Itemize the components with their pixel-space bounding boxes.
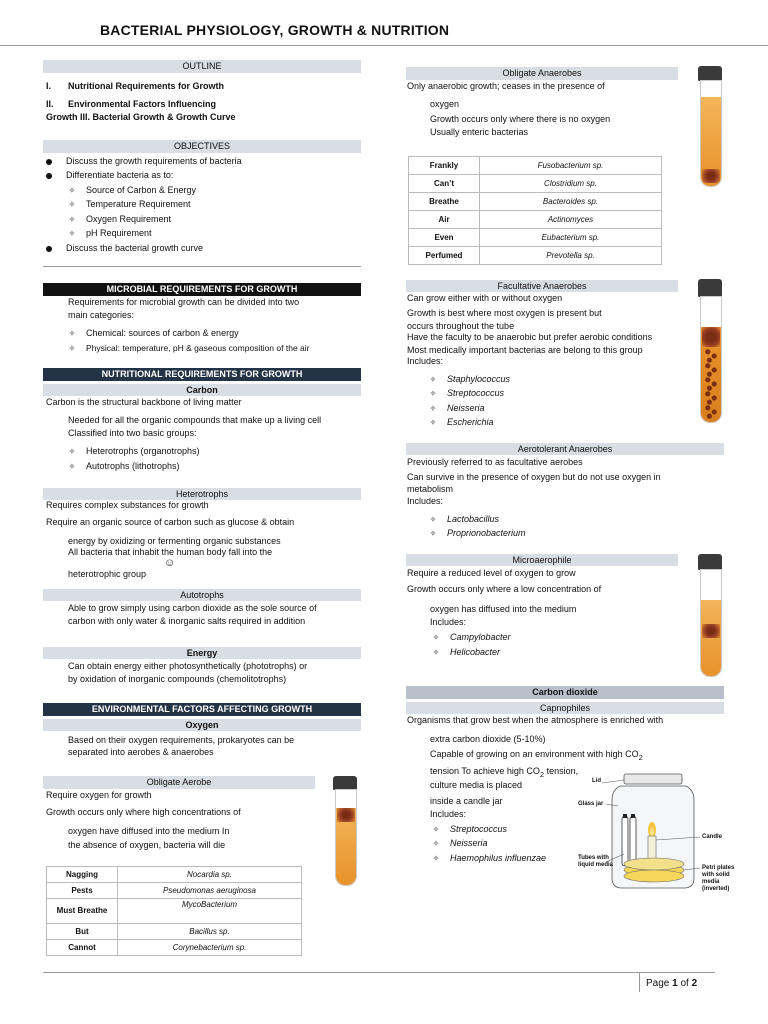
organism-cell: Actinomyces <box>480 211 662 229</box>
microaerophile-item-2-text: Helicobacter <box>450 647 501 657</box>
mnemonic-cell: Frankly <box>409 157 480 175</box>
capnophiles-line-3 <box>430 749 643 762</box>
obligate-anaerobes-line-1: Only anaerobic growth; ceases in the presence of <box>407 81 605 91</box>
diamond-bullet-icon: ✧ <box>68 229 76 238</box>
microaerophile-line-3: oxygen has diffused into the medium <box>430 604 577 614</box>
diamond-bullet-icon: ✧ <box>429 404 437 413</box>
aerotolerant-item-2-text: Proprionobacterium <box>447 528 526 538</box>
facultative-item-1-text: Staphylococcus <box>447 374 511 384</box>
diamond-bullet-icon: ✧ <box>432 633 440 642</box>
diamond-bullet-icon: ✧ <box>68 329 76 338</box>
subscript-2: 2 <box>539 769 545 779</box>
heterotrophs-header: Heterotrophs <box>43 488 361 500</box>
objective-sub-4-text: pH Requirement <box>86 228 152 238</box>
objective-3-text: Discuss the bacterial growth curve <box>66 243 204 253</box>
facultative-item-1 <box>427 374 510 385</box>
bullet-icon <box>46 173 52 179</box>
diamond-bullet-icon: ✧ <box>429 418 437 427</box>
autotrophs-header: Autotrophs <box>43 589 361 601</box>
microbial-physical-text: Physical: temperature, pH & gaseous composition of the air <box>86 343 310 353</box>
capnophiles-item-1 <box>430 824 507 835</box>
tube-cap <box>698 554 722 570</box>
diamond-bullet-icon: ✧ <box>68 462 76 471</box>
carbon-group-1 <box>66 446 200 457</box>
table-row <box>409 211 662 229</box>
obligate-aerobe-tube-image <box>320 772 368 890</box>
tube-cap-1 <box>623 814 627 818</box>
mnemonic-cell: Air <box>409 211 480 229</box>
nutritional-requirements-header: NUTRITIONAL REQUIREMENTS FOR GROWTH <box>43 368 361 381</box>
table-row <box>47 867 302 883</box>
culture-medium <box>701 600 721 676</box>
smiley-icon: ☺ <box>164 557 176 569</box>
facultative-item-3 <box>427 403 485 414</box>
oxygen-header: Oxygen <box>43 719 361 731</box>
facultative-item-3-text: Neisseria <box>447 403 485 413</box>
tube-cap <box>333 776 357 790</box>
heterotrophs-line-5: heterotrophic group <box>68 569 147 579</box>
organism-cell: Corynebacterium sp. <box>118 940 302 956</box>
organism-cell: Pseudomonas aeruginosa <box>118 883 302 899</box>
microaerophile-line-2: Growth occurs only where a low concentration of <box>407 584 602 594</box>
diamond-bullet-icon: ✧ <box>429 375 437 384</box>
mnemonic-cell: But <box>47 924 118 940</box>
organism-cell: Bacteroides sp. <box>480 193 662 211</box>
outline-item-1-number: I. <box>46 81 52 91</box>
scattered-colonies <box>703 349 719 419</box>
page-total: 2 <box>691 978 698 989</box>
capnophiles-line-2: extra carbon dioxide (5-10%) <box>430 734 546 744</box>
objective-1 <box>46 156 242 167</box>
microaerophile-item-1-text: Campylobacter <box>450 632 511 642</box>
carbon-group-1-text: Heterotrophs (organotrophs) <box>86 446 200 456</box>
oxygen-line-1: Based on their oxygen requirements, prokaryotes can be <box>68 735 295 745</box>
facultative-line-4: Have the faculty to be anaerobic but prefer aerobic conditions <box>407 332 653 342</box>
heterotrophs-line-1: Requires complex substances for growth <box>46 500 209 510</box>
energy-header: Energy <box>43 647 361 659</box>
microaerophile-header: Microaerophile <box>406 554 678 566</box>
aerotolerant-line-1: Previously referred to as facultative aerobes <box>407 457 583 467</box>
liquid-tube-1 <box>622 816 628 866</box>
outline-header: OUTLINE <box>43 60 361 73</box>
aerotolerant-includes: Includes: <box>407 496 444 506</box>
lid-label: Lid <box>592 778 601 784</box>
page-number: 1 <box>672 978 678 989</box>
capnophiles-line-1: Organisms that grow best when the atmosphere is enriched with <box>407 715 664 725</box>
diamond-bullet-icon: ✧ <box>429 389 437 398</box>
outline-item-3: Growth III. Bacterial Growth & Growth Curve <box>46 112 236 122</box>
mnemonic-cell: Breathe <box>409 193 480 211</box>
microaerophile-line-1: Require a reduced level of oxygen to grow <box>407 568 576 578</box>
capnophiles-line-4-text: tension To achieve high CO <box>430 766 540 776</box>
objective-sub-2-text: Temperature Requirement <box>86 199 191 209</box>
candle-body <box>648 836 656 860</box>
mnemonic-cell: Even <box>409 229 480 247</box>
carbon-group-2-text: Autotrophs (lithotrophs) <box>86 461 180 471</box>
obligate-aerobe-header: Obligate Aerobe <box>43 776 315 789</box>
table-row <box>409 247 662 265</box>
outline-item-2: Environmental Factors Influencing <box>68 99 217 109</box>
carbon-line-2: Needed for all the organic compounds that make up a living cell <box>68 415 322 425</box>
diamond-bullet-icon: ✧ <box>432 825 440 834</box>
microbial-chemical <box>66 328 239 339</box>
diamond-bullet-icon: ✧ <box>432 854 440 863</box>
colony-growth <box>702 327 720 347</box>
objectives-header: OBJECTIVES <box>43 140 361 153</box>
obligate-anaerobes-line-3: Growth occurs only where there is no oxygen <box>430 114 611 124</box>
colony-growth <box>337 808 355 822</box>
bullet-icon <box>46 159 52 165</box>
microaerophile-item-1 <box>430 632 511 643</box>
microaerophile-item-2 <box>430 647 500 658</box>
petri-plate-2 <box>624 858 684 870</box>
jar-lid-shape <box>624 774 682 784</box>
heterotrophs-line-3: energy by oxidizing or fermenting organic substances <box>68 536 281 546</box>
footer-separator <box>639 972 640 992</box>
mnemonic-cell: Cannot <box>47 940 118 956</box>
microbial-line-2: main categories: <box>68 310 135 320</box>
test-tube <box>700 296 722 423</box>
table-row <box>47 899 302 924</box>
microaerophile-tube-image <box>686 550 734 680</box>
carbon-dioxide-header: Carbon dioxide <box>406 686 724 699</box>
obligate-aerobe-line-1: Require oxygen for growth <box>46 790 152 800</box>
bullet-icon <box>46 246 52 252</box>
obligate-aerobe-table <box>46 866 302 956</box>
diamond-bullet-icon: ✧ <box>432 648 440 657</box>
page-indicator <box>646 978 697 991</box>
colony-growth <box>702 624 720 638</box>
diamond-bullet-icon: ✧ <box>429 515 437 524</box>
mnemonic-cell: Can’t <box>409 175 480 193</box>
capnophiles-item-3 <box>430 853 546 864</box>
facultative-line-5: Most medically important bacterias are belong to this group <box>407 345 643 355</box>
diamond-bullet-icon: ✧ <box>429 529 437 538</box>
heterotrophs-line-4: All bacteria that inhabit the human body fall into the <box>68 547 273 557</box>
objective-sub-3 <box>66 214 171 225</box>
section-divider <box>43 266 361 267</box>
autotrophs-line-2: carbon with only water & inorganic salts required in addition <box>68 616 306 626</box>
objective-sub-1 <box>66 185 196 196</box>
obligate-aerobe-line-2: Growth occurs only where high concentrations of <box>46 807 241 817</box>
objective-sub-2 <box>66 199 191 210</box>
outline-item-2-number: II. <box>46 99 54 109</box>
carbon-line-3: Classified into two basic groups: <box>68 428 197 438</box>
diamond-bullet-icon: ✧ <box>68 344 76 353</box>
plates-label: Petri plates with solid media (inverted) <box>702 865 735 892</box>
capnophiles-line-3-text: Capable of growing on an environment with high CO <box>430 749 639 759</box>
lid-pointer <box>602 780 624 783</box>
capnophiles-item-2-text: Neisseria <box>450 838 488 848</box>
test-tube <box>700 569 722 677</box>
objective-2-text: Differentiate bacteria as to: <box>66 170 174 180</box>
organism-cell: MycoBacterium <box>118 899 302 924</box>
subscript-2: 2 <box>638 752 643 762</box>
table-row <box>47 883 302 899</box>
document-title: BACTERIAL PHYSIOLOGY, GROWTH & NUTRITION <box>100 22 450 38</box>
facultative-line-2: Growth is best where most oxygen is present but <box>407 308 602 318</box>
capnophiles-item-2 <box>430 838 488 849</box>
candle-flame-core <box>650 828 654 836</box>
organism-cell: Eubacterium sp. <box>480 229 662 247</box>
carbon-group-2 <box>66 461 180 472</box>
organism-cell: Bacillus sp. <box>118 924 302 940</box>
aerotolerant-item-1 <box>427 514 499 525</box>
aerotolerant-item-2 <box>427 528 526 539</box>
diamond-bullet-icon: ✧ <box>68 215 76 224</box>
tubes-label: Tubes with liquid media <box>578 855 614 868</box>
obligate-anaerobes-tube-image <box>686 62 734 190</box>
obligate-anaerobes-header: Obligate Anaerobes <box>406 67 678 80</box>
energy-line-1: Can obtain energy either photosynthetically (phototrophs) or <box>68 661 308 671</box>
tube-cap-2 <box>631 814 635 818</box>
obligate-anaerobes-line-2: oxygen <box>430 99 460 109</box>
table-row <box>409 193 662 211</box>
facultative-item-2-text: Streptococcus <box>447 388 505 398</box>
candle-label: Candle <box>702 834 723 840</box>
facultative-tube-image <box>686 275 734 425</box>
capnophiles-item-1-text: Streptococcus <box>450 824 508 834</box>
outline-item-1: Nutritional Requirements for Growth <box>68 81 225 91</box>
page-word: Page <box>646 978 670 989</box>
capnophiles-line-4-end: tension, <box>544 766 579 776</box>
autotrophs-line-1: Able to grow simply using carbon dioxide as the sole source of <box>68 603 317 613</box>
microbial-chemical-text: Chemical: sources of carbon & energy <box>86 328 239 338</box>
capnophiles-line-5: culture media is placed <box>430 780 523 790</box>
organism-cell: Nocardia sp. <box>118 867 302 883</box>
capnophiles-line-6: inside a candle jar <box>430 796 503 806</box>
diamond-bullet-icon: ✧ <box>68 186 76 195</box>
obligate-aerobe-line-4: the absence of oxygen, bacteria will die <box>68 840 226 850</box>
capnophiles-line-4 <box>430 766 578 779</box>
microbial-line-1: Requirements for microbial growth can be divided into two <box>68 297 300 307</box>
table-row <box>409 157 662 175</box>
mnemonic-cell: Pests <box>47 883 118 899</box>
table-row <box>47 924 302 940</box>
environmental-factors-header: ENVIRONMENTAL FACTORS AFFECTING GROWTH <box>43 703 361 716</box>
facultative-item-2 <box>427 388 504 399</box>
facultative-item-4 <box>427 417 494 428</box>
capnophiles-includes: Includes: <box>430 809 467 819</box>
objective-2 <box>46 170 173 181</box>
carbon-header: Carbon <box>43 384 361 396</box>
mnemonic-cell: Perfumed <box>409 247 480 265</box>
diamond-bullet-icon: ✧ <box>68 200 76 209</box>
aerotolerant-line-2: Can survive in the presence of oxygen but do not use oxygen in <box>407 472 661 482</box>
capnophiles-header: Capnophiles <box>406 702 724 714</box>
obligate-anaerobes-table <box>408 156 662 265</box>
facultative-item-4-text: Escherichia <box>447 417 494 427</box>
objective-sub-3-text: Oxygen Requirement <box>86 214 172 224</box>
test-tube <box>700 80 722 187</box>
aerotolerant-anaerobes-header: Aerotolerant Anaerobes <box>406 443 724 455</box>
oxygen-line-2: separated into aerobes & anaerobes <box>68 747 214 757</box>
tube-cap <box>698 66 722 81</box>
diamond-bullet-icon: ✧ <box>432 839 440 848</box>
diamond-bullet-icon: ✧ <box>68 447 76 456</box>
glass-jar-label: Glass jar <box>578 801 604 807</box>
aerotolerant-item-1-text: Lactobacillus <box>447 514 500 524</box>
table-row <box>409 175 662 193</box>
obligate-aerobe-line-3: oxygen have diffused into the medium In <box>68 826 230 836</box>
heterotrophs-line-2: Require an organic source of carbon such as glucose & obtain <box>46 517 295 527</box>
microbial-requirements-header: MICROBIAL REQUIREMENTS FOR GROWTH <box>43 283 361 296</box>
footer-divider <box>43 972 715 973</box>
capnophiles-item-3-text: Haemophilus influenzae <box>450 853 547 863</box>
tube-cap <box>698 279 722 297</box>
facultative-includes: Includes: <box>407 356 444 366</box>
table-row <box>47 940 302 956</box>
organism-cell: Clostridium sp. <box>480 175 662 193</box>
facultative-line-1: Can grow either with or without oxygen <box>407 293 563 303</box>
objective-sub-1-text: Source of Carbon & Energy <box>86 185 197 195</box>
title-divider <box>0 45 768 46</box>
test-tube <box>335 789 357 886</box>
organism-cell: Prevotella sp. <box>480 247 662 265</box>
aerotolerant-line-3: metabolism <box>407 484 454 494</box>
organism-cell: Fusobacterium sp. <box>480 157 662 175</box>
objective-sub-4 <box>66 228 152 239</box>
facultative-anaerobes-header: Facultative Anaerobes <box>406 280 678 292</box>
mnemonic-cell: Nagging <box>47 867 118 883</box>
of-word: of <box>680 978 689 989</box>
energy-line-2: by oxidation of inorganic compounds (chemolitotrophs) <box>68 674 287 684</box>
colony-growth <box>702 169 720 183</box>
objective-3 <box>46 243 203 254</box>
petri-plate-3 <box>624 870 684 882</box>
liquid-tube-2 <box>630 816 636 866</box>
microbial-physical <box>66 343 309 354</box>
table-row <box>409 229 662 247</box>
facultative-line-3: occurs throughout the tube <box>407 321 515 331</box>
objective-1-text: Discuss the growth requirements of bacteria <box>66 156 242 166</box>
carbon-line-1: Carbon is the structural backbone of living matter <box>46 397 242 407</box>
obligate-anaerobes-line-4: Usually enteric bacterias <box>430 127 529 137</box>
mnemonic-cell: Must Breathe <box>47 899 118 924</box>
microaerophile-includes: Includes: <box>430 617 467 627</box>
